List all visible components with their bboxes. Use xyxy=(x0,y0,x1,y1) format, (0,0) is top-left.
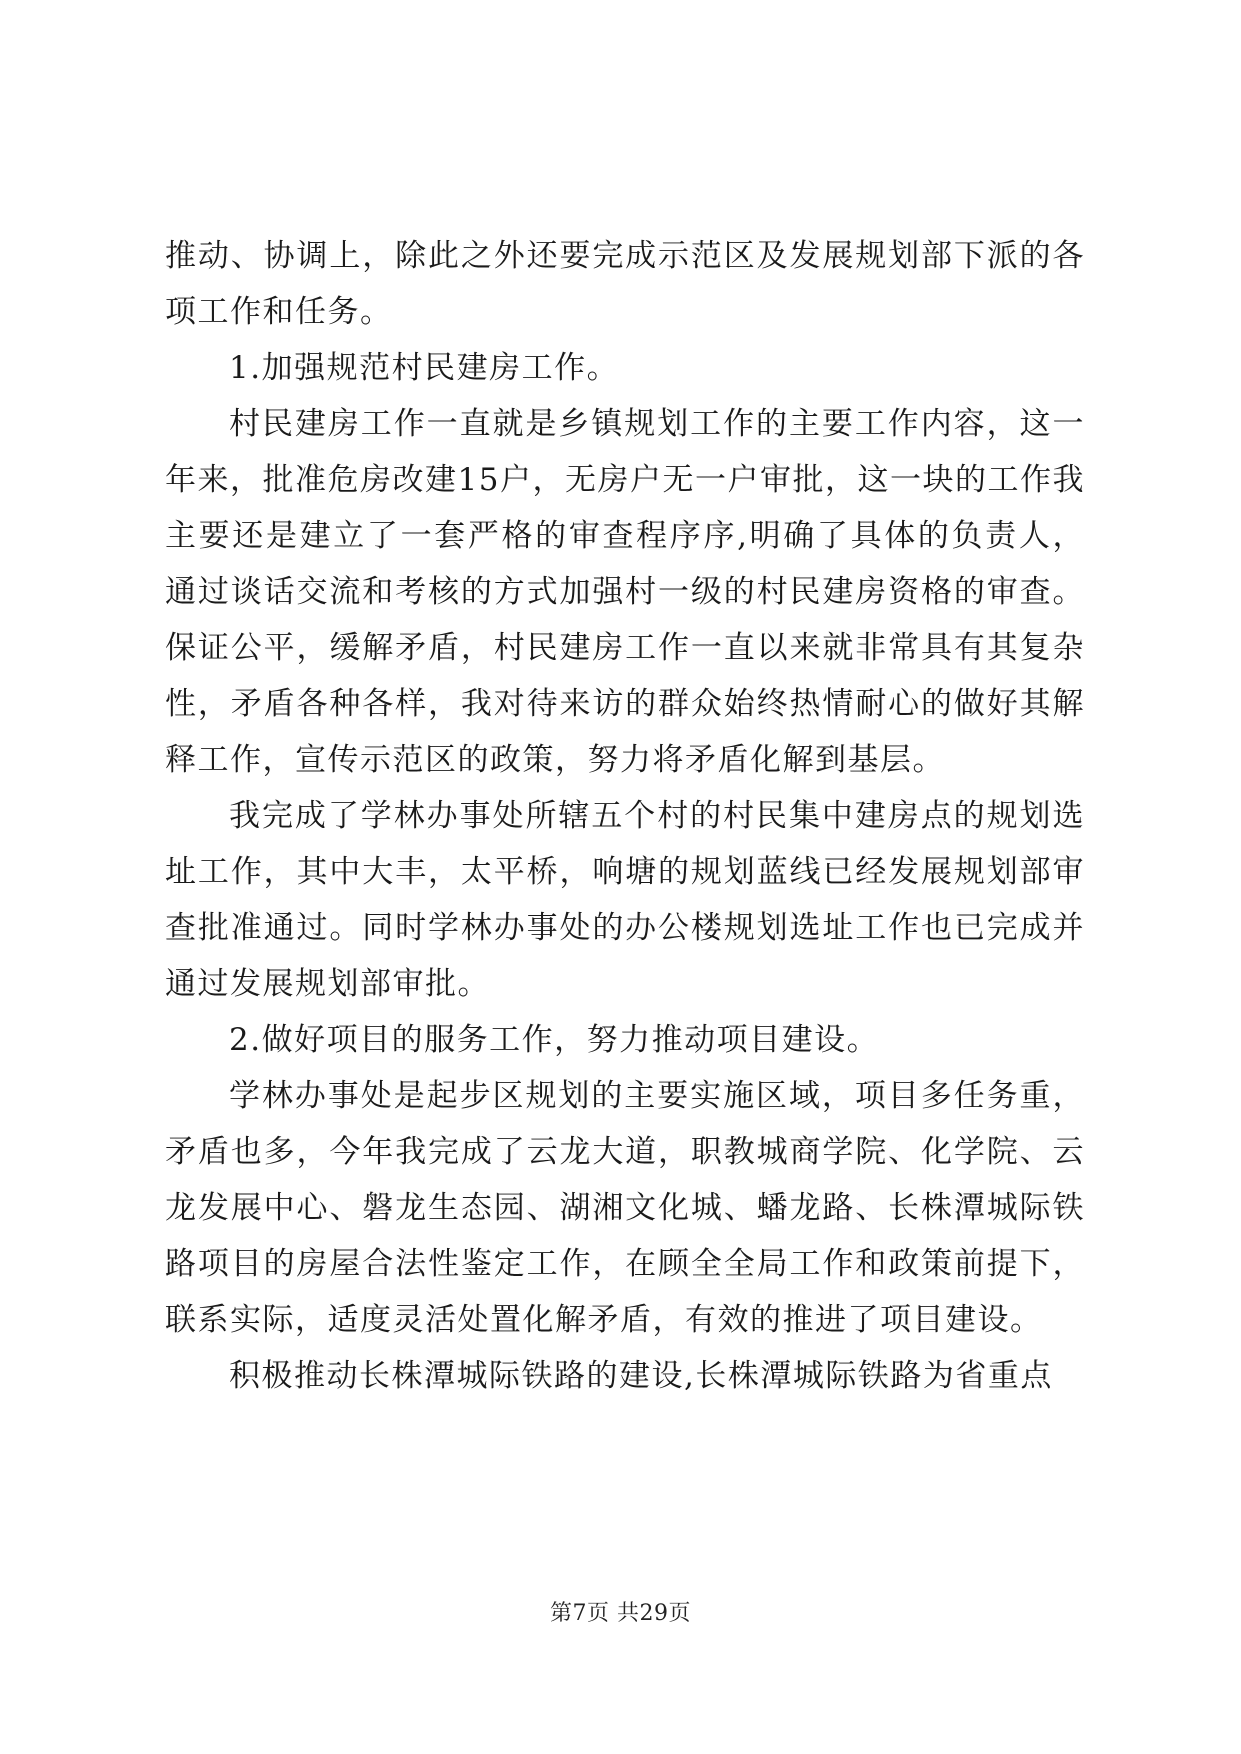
paragraph-intercity-railway: 积极推动长株潭城际铁路的建设,长株潭城际铁路为省重点 xyxy=(229,1358,1053,1394)
section-heading-2: 2.做好项目的服务工作，努力推动项目建设。 xyxy=(229,1022,880,1058)
page-footer: 第7页 共29页 xyxy=(550,1601,691,1626)
paragraph-site-selection: 我完成了学林办事处所辖五个村的村民集中建房点的规划选址工作，其中大丰，太平桥，响塘的规划蓝线已经发展规划部审查批准通过。同时学林办事处的办公楼规划选址工作也已完成并通过发展规划部审批。 xyxy=(165,798,1085,1002)
document-body xyxy=(165,228,1085,1404)
paragraph-continuation: 推动、协调上，除此之外还要完成示范区及发展规划部下派的各项工作和任务。 xyxy=(165,238,1085,330)
section-heading-1: 1.加强规范村民建房工作。 xyxy=(229,350,620,386)
paragraph-villager-housing: 村民建房工作一直就是乡镇规划工作的主要工作内容，这一年来，批准危房改建15户，无房户无一户审批，这一块的工作我主要还是建立了一套严格的审查程序序,明确了具体的负责人，通过谈话交流和考核的方式加强村一级的村民建房资格的审查。保证公平，缓解矛盾，村民建房工作一直以来就非常具有其复杂性，矛盾各种各样，我对待来访的群众始终热情耐心的做好其解释工作，宣传示范区的政策，努力将矛盾化解到基层。 xyxy=(165,406,1085,778)
paragraph-project-service: 学林办事处是起步区规划的主要实施区域，项目多任务重，矛盾也多，今年我完成了云龙大道，职教城商学院、化学院、云龙发展中心、磐龙生态园、湖湘文化城、蟠龙路、长株潭城际铁路项目的房屋合法性鉴定工作，在顾全全局工作和政策前提下，联系实际，适度灵活处置化解矛盾，有效的推进了项目建设。 xyxy=(165,1078,1085,1338)
